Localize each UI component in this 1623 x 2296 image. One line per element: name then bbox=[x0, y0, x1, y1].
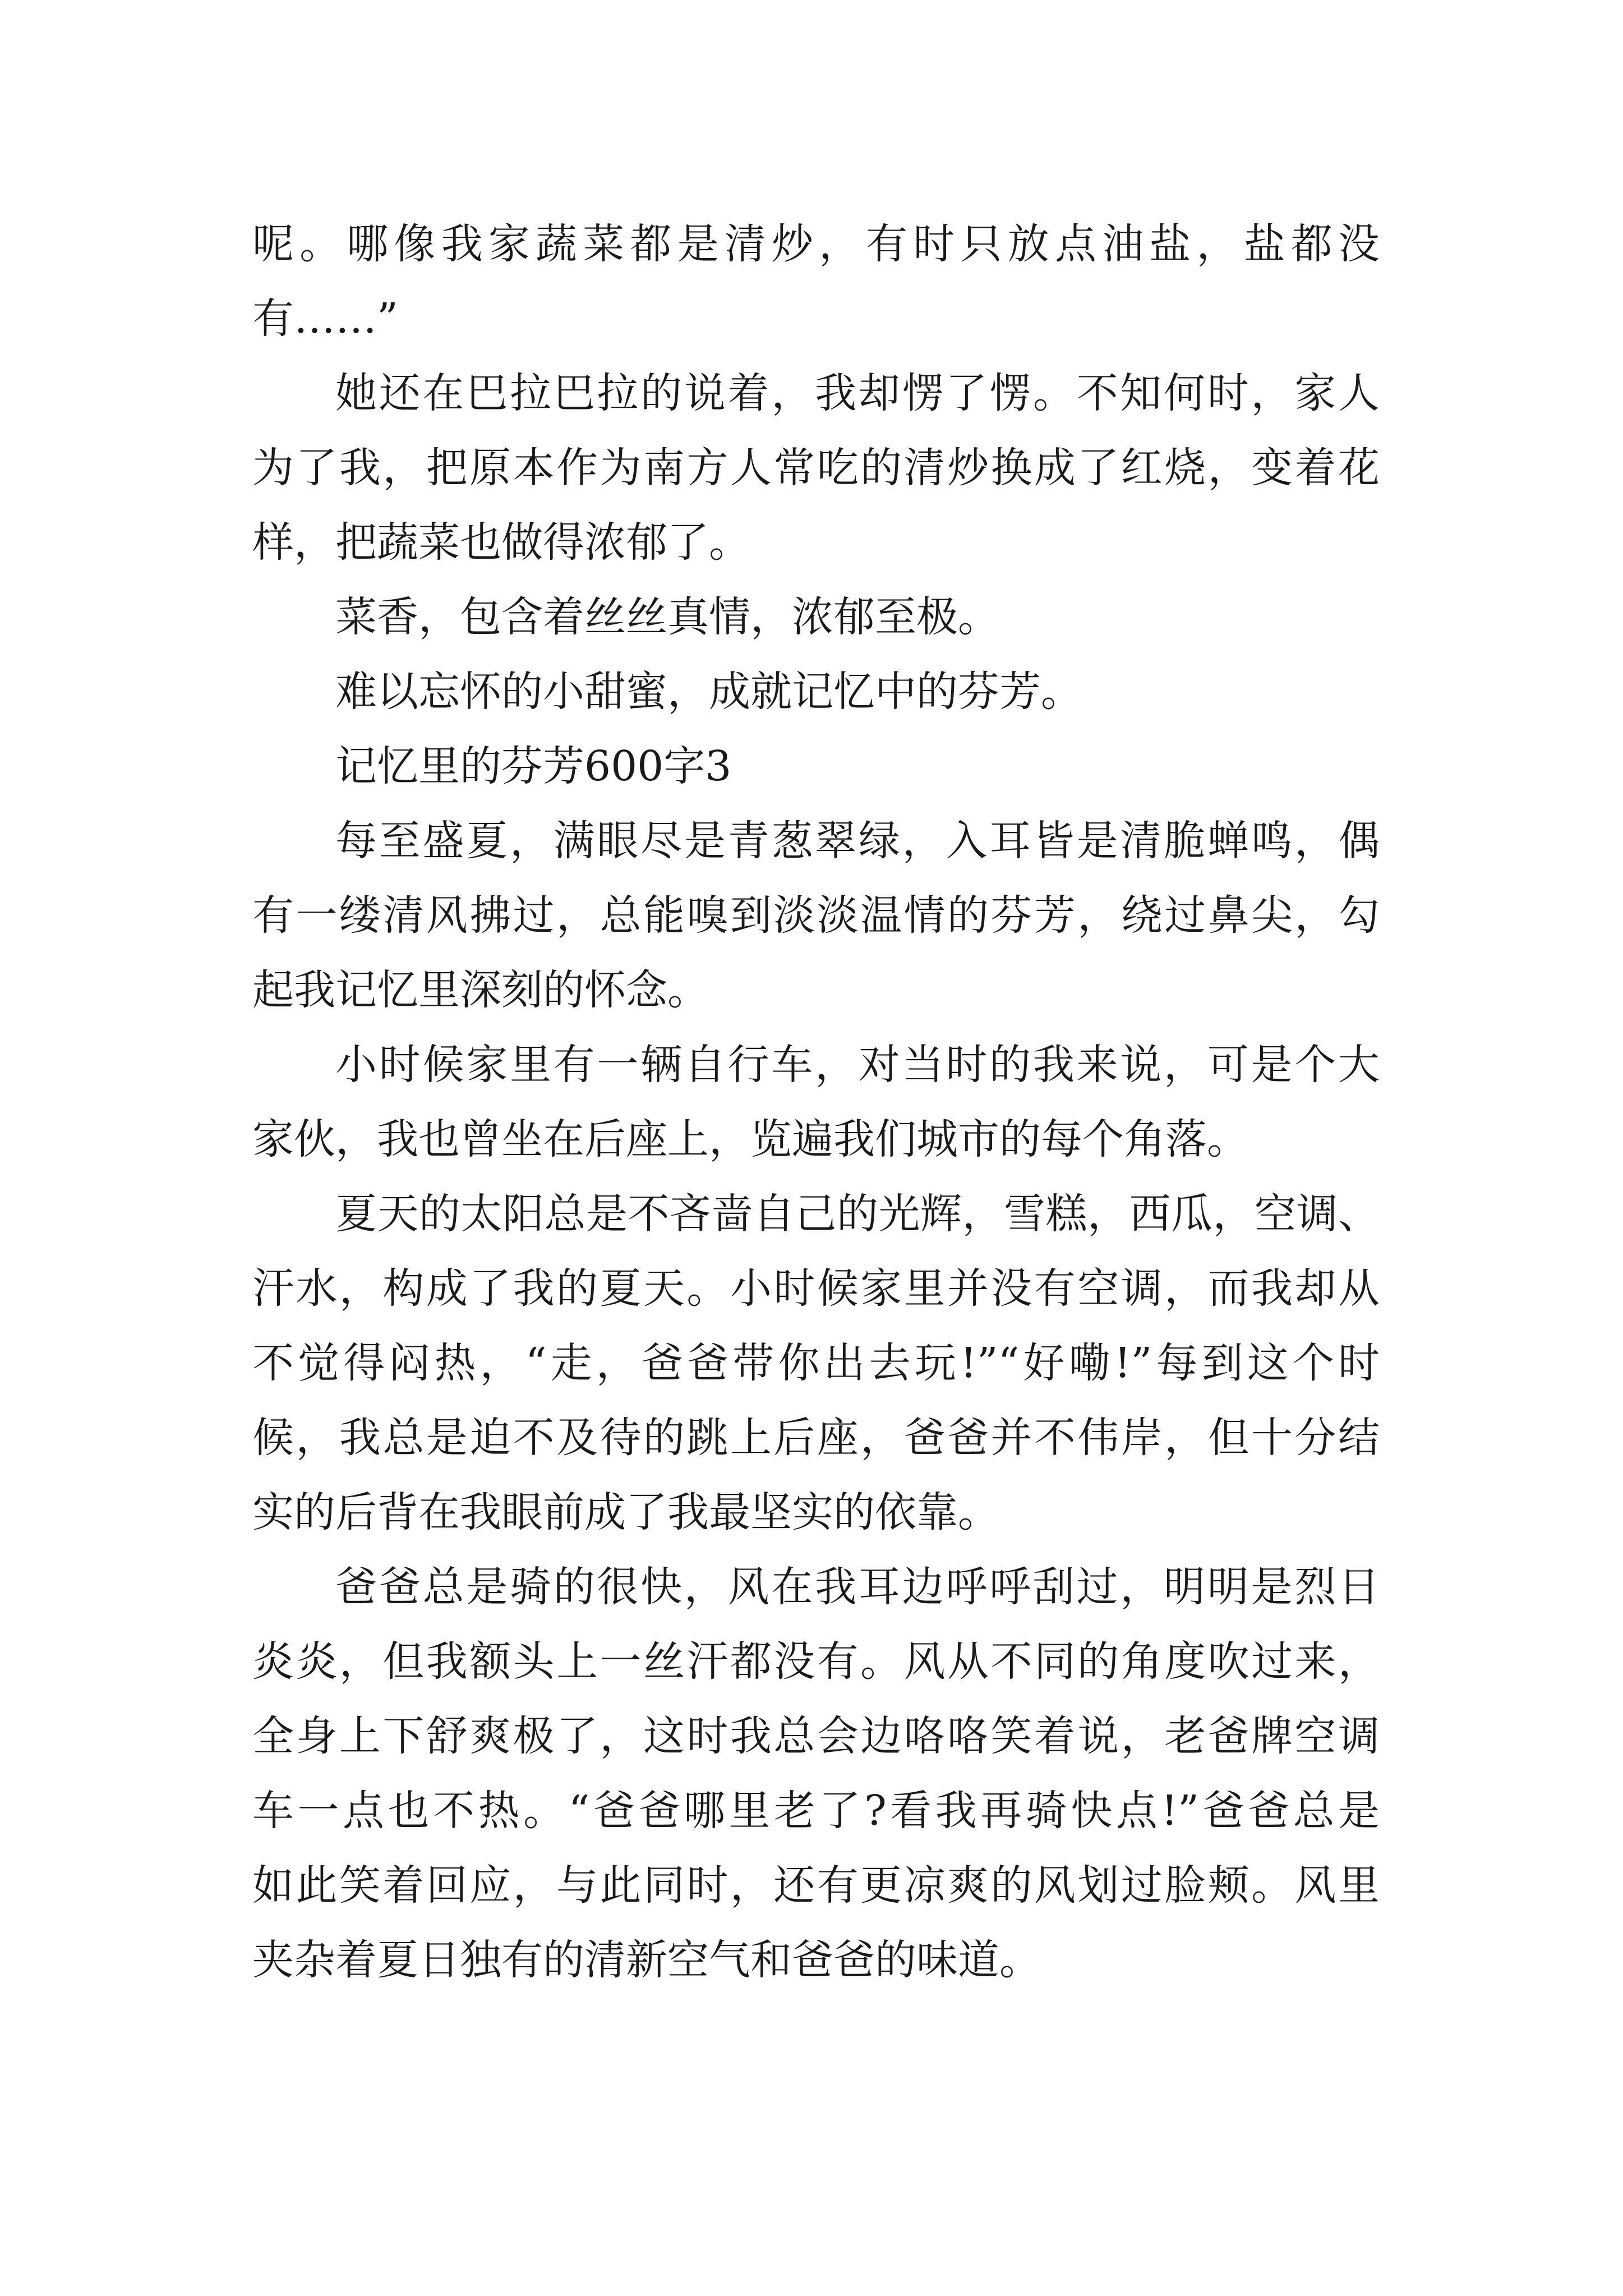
text-line: 夹杂着夏日独有的清新空气和爸爸的味道。 bbox=[252, 1936, 1041, 1984]
text-line: 不觉得闷热，“走，爸爸带你出去玩!”“好嘞!”每到这个时 bbox=[252, 1339, 1380, 1387]
paragraph-start-line: 菜香，包含着丝丝真情，浓郁至极。 bbox=[335, 593, 999, 641]
paragraph-start-line: 难以忘怀的小甜蜜，成就记忆中的芬芳。 bbox=[335, 668, 1082, 716]
text-line: 汗水，构成了我的夏天。小时候家里并没有空调，而我却从 bbox=[252, 1264, 1380, 1313]
text-line: 如此笑着回应，与此同时，还有更凉爽的风划过脸颊。风里 bbox=[252, 1861, 1380, 1910]
text-line: 家伙，我也曾坐在后座上，览遍我们城市的每个角落。 bbox=[252, 1115, 1248, 1163]
text-line: 起我记忆里深刻的怀念。 bbox=[252, 966, 709, 1014]
text-line: 全身上下舒爽极了，这时我总会边咯咯笑着说，老爸牌空调 bbox=[252, 1712, 1380, 1760]
paragraph-start-line: 她还在巴拉巴拉的说着，我却愣了愣。不知何时，家人 bbox=[335, 369, 1380, 417]
paragraph-start-line: 爸爸总是骑的很快，风在我耳边呼呼刮过，明明是烈日 bbox=[335, 1563, 1380, 1611]
text-line: 有……” bbox=[252, 295, 398, 343]
paragraph-start-line: 夏天的太阳总是不吝啬自己的光辉，雪糕，西瓜，空调、 bbox=[335, 1190, 1380, 1238]
text-line: 样，把蔬菜也做得浓郁了。 bbox=[252, 518, 750, 567]
text-line: 候，我总是迫不及待的跳上后座，爸爸并不伟岸，但十分结 bbox=[252, 1414, 1380, 1462]
text-line: 为了我，把原本作为南方人常吃的清炒换成了红烧，变着花 bbox=[252, 444, 1380, 492]
paragraph-start-line: 每至盛夏，满眼尽是青葱翠绿，入耳皆是清脆蝉鸣，偶 bbox=[335, 817, 1380, 865]
text-line: 炎炎，但我额头上一丝汗都没有。风从不同的角度吹过来， bbox=[252, 1637, 1380, 1686]
section-heading: 记忆里的芬芳600字3 bbox=[335, 742, 732, 790]
text-line: 呢。哪像我家蔬菜都是清炒，有时只放点油盐，盐都没 bbox=[252, 220, 1380, 268]
paragraph-start-line: 小时候家里有一辆自行车，对当时的我来说，可是个大 bbox=[335, 1041, 1380, 1089]
text-line: 有一缕清风拂过，总能嗅到淡淡温情的芬芳，绕过鼻尖，勾 bbox=[252, 891, 1380, 940]
text-line: 实的后背在我眼前成了我最坚实的依靠。 bbox=[252, 1488, 999, 1536]
text-line: 车一点也不热。“爸爸哪里老了?看我再骑快点!”爸爸总是 bbox=[252, 1787, 1380, 1835]
